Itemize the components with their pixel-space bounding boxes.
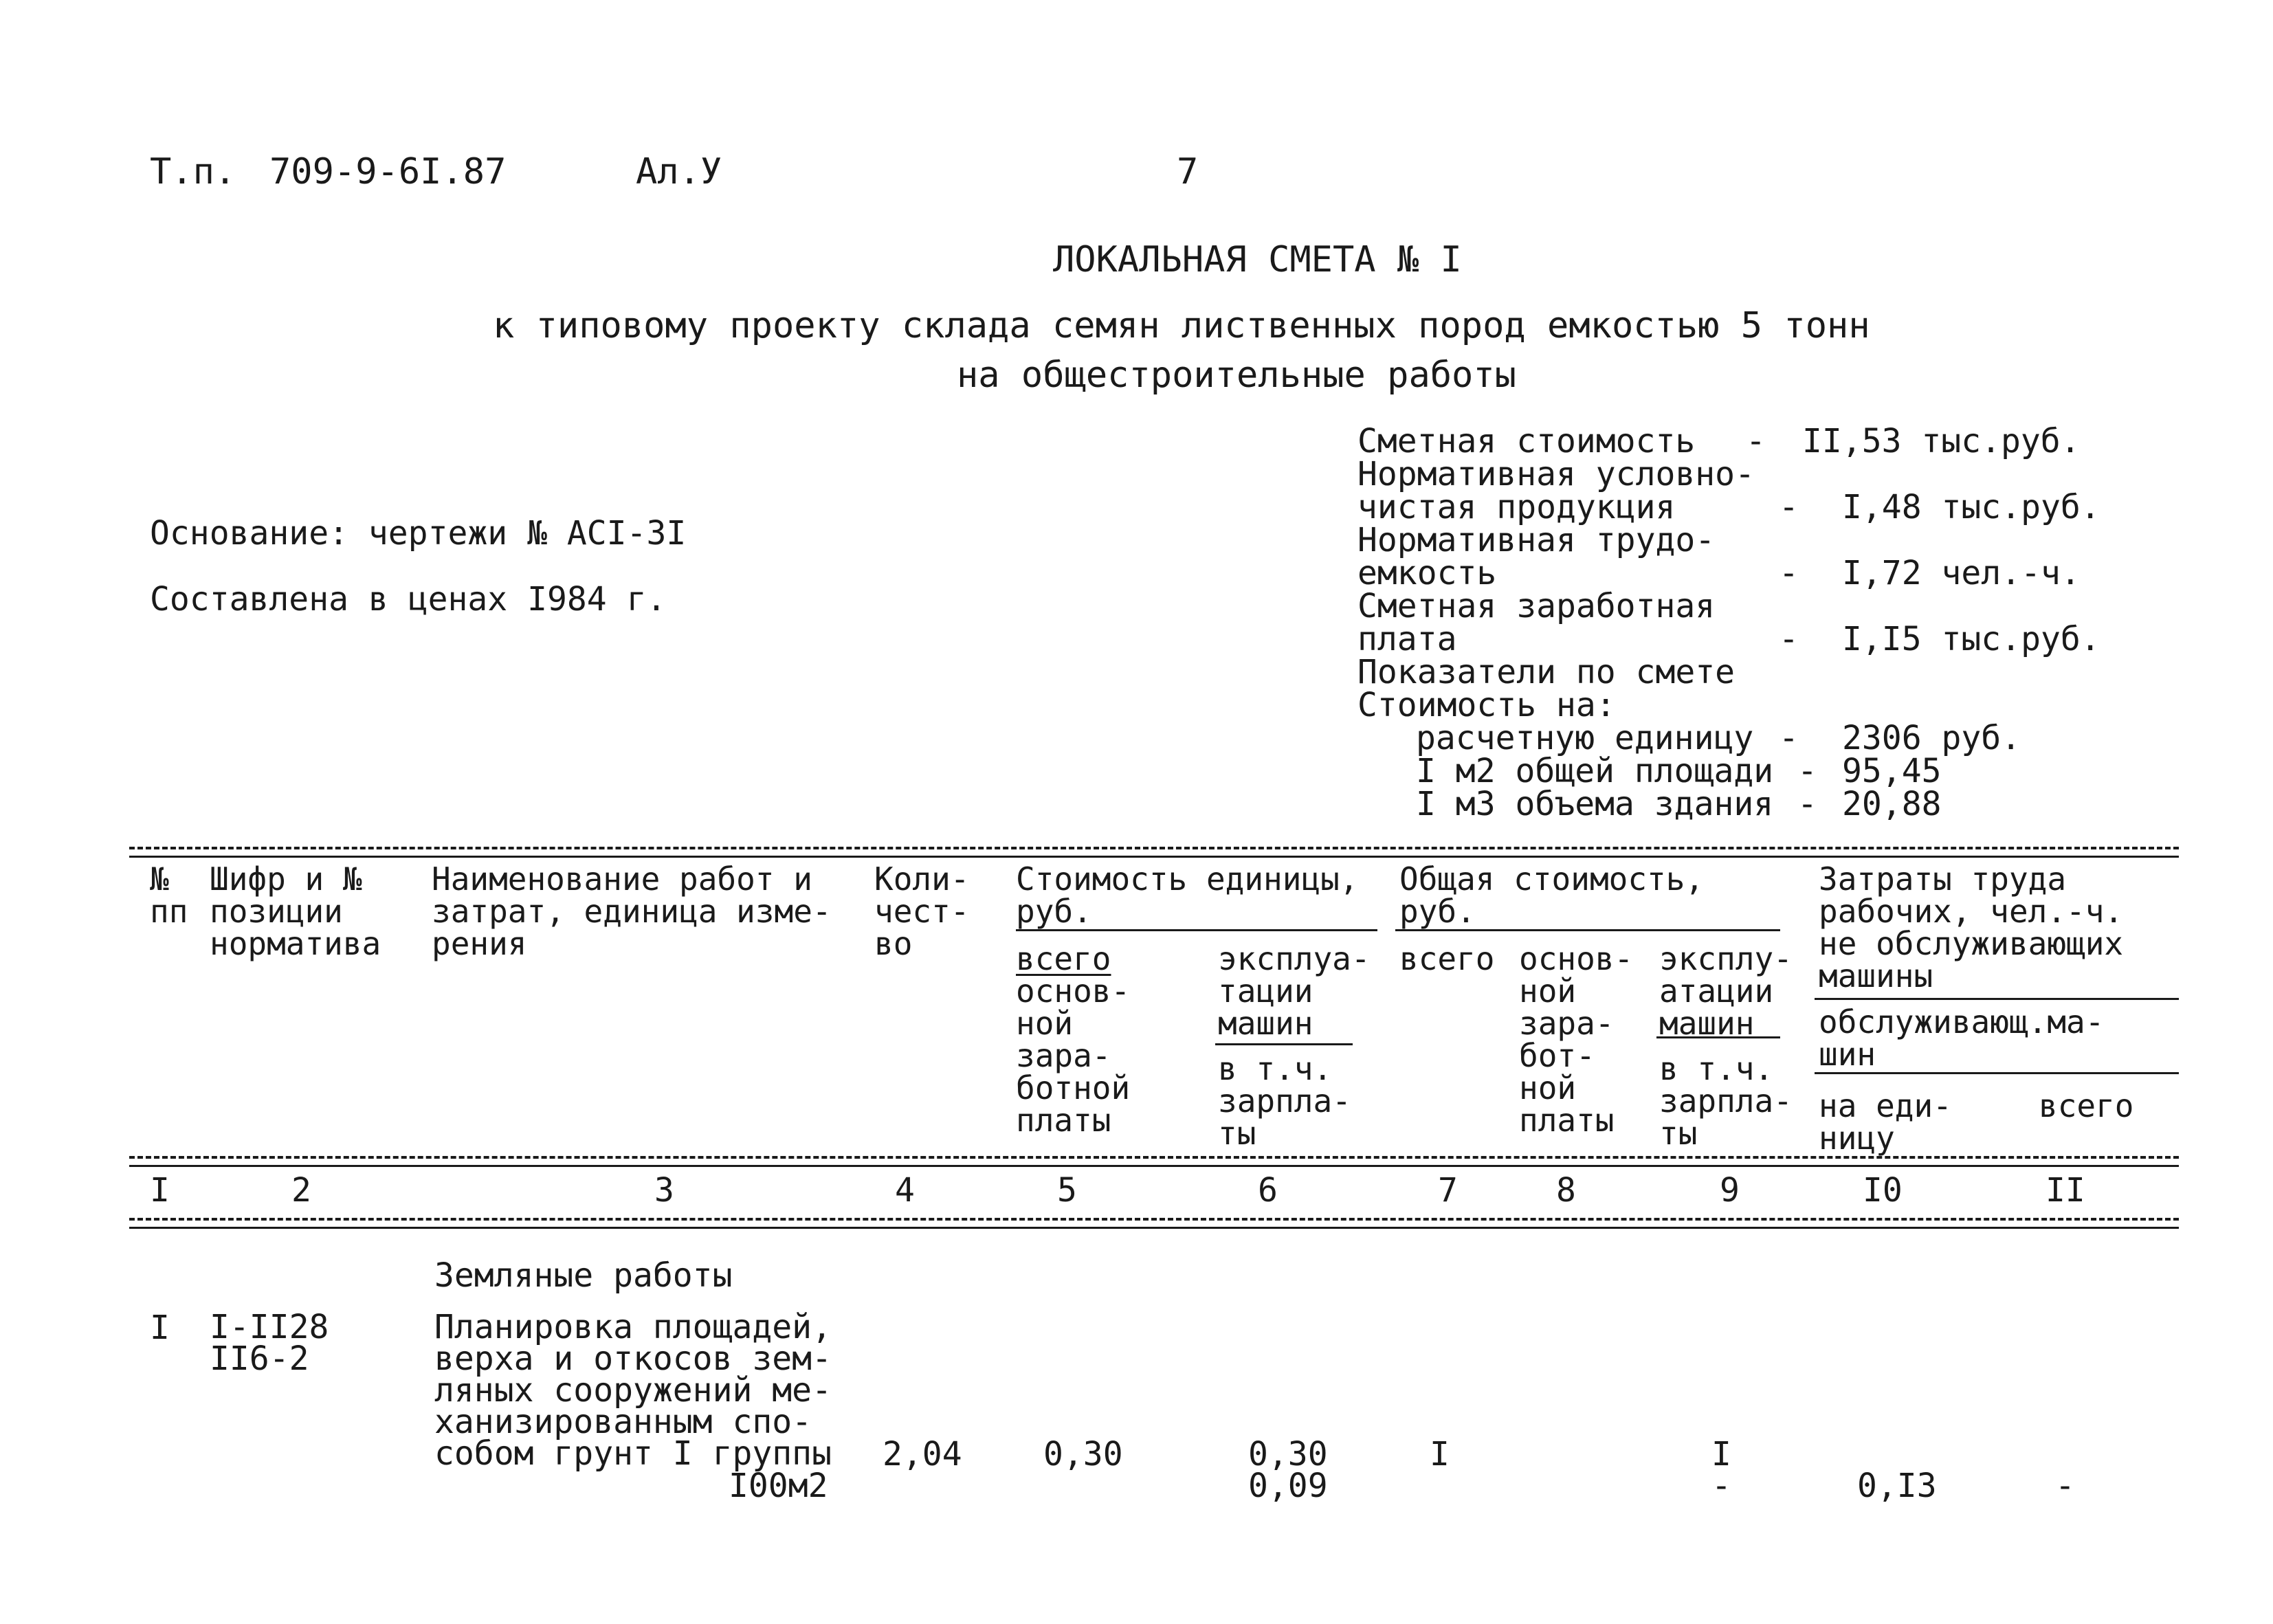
numbers-bottom-rule xyxy=(129,1218,2179,1221)
col-8-header: основ- ной зара- бот- ной платы xyxy=(1519,940,1634,1139)
table-top-rule xyxy=(129,856,2179,858)
col-9-header: эксплу- атации машин xyxy=(1659,940,1793,1042)
document-code-number: 709-9-6I.87 xyxy=(269,151,507,192)
row-labor-per-unit: 0,I3 xyxy=(1857,1467,1937,1505)
row-total-machines: I xyxy=(1711,1435,1731,1473)
per-m3-label: I м3 объема здания xyxy=(1416,785,1774,823)
row-unit-cost-machine-wages: 0,09 xyxy=(1248,1467,1328,1505)
estimated-cost-value: II,53 тыс.руб. xyxy=(1802,422,2081,460)
labor-intensity-label: Нормативная трудо- xyxy=(1357,521,1716,559)
row-number: I xyxy=(150,1309,170,1347)
net-product-label: Нормативная условно- xyxy=(1357,455,1755,493)
per-unit-label: расчетную единицу xyxy=(1416,719,1754,757)
per-m2-label: I м2 общей площади xyxy=(1416,752,1774,790)
per-unit-value: 2306 руб. xyxy=(1842,719,2021,757)
dash: - xyxy=(1779,719,1799,757)
cost-on-label: Стоимость на: xyxy=(1357,686,1616,724)
labor-subheader: обслуживающ.ма- шин xyxy=(1819,1003,2105,1073)
row-labor-total: - xyxy=(2055,1467,2075,1505)
row-code: I-II28 II6-2 xyxy=(210,1308,329,1378)
col-11-header: всего xyxy=(2039,1087,2134,1124)
wages-value: I,I5 тыс.руб. xyxy=(1842,620,2100,658)
col-6-subheader: в т.ч. зарпла- ты xyxy=(1218,1050,1351,1152)
row-total-cost: I xyxy=(1430,1435,1450,1473)
dash: - xyxy=(1797,752,1817,790)
row-total-machine-wages: - xyxy=(1711,1467,1731,1505)
col-number: 9 xyxy=(1720,1171,1740,1210)
col-number: 2 xyxy=(291,1171,311,1210)
basis-prices: Составлена в ценах I984 г. xyxy=(150,580,667,619)
per-m2-value: 95,45 xyxy=(1842,752,1942,790)
wages-label: плата xyxy=(1357,620,1457,658)
estimated-cost-label: Сметная стоимость xyxy=(1357,422,1696,460)
col-number: 7 xyxy=(1438,1171,1458,1210)
document-code-label: Т.п. xyxy=(150,151,236,192)
col-number: 8 xyxy=(1556,1171,1576,1210)
col-number: II xyxy=(2045,1171,2085,1210)
col-number: 6 xyxy=(1258,1171,1278,1210)
col-number: 5 xyxy=(1057,1171,1077,1210)
col-number: 4 xyxy=(895,1171,915,1210)
col-1-header: № пп xyxy=(150,860,188,930)
col-6-header: эксплуа- тации машин xyxy=(1218,940,1371,1042)
title-works-type: на общестроительные работы xyxy=(957,355,1516,396)
net-product-label: чистая продукция xyxy=(1357,488,1676,526)
dash: - xyxy=(1797,785,1817,823)
row-name: Планировка площадей, верха и откосов зем- ляных сооружений ме- ханизированным спо- собом грунт I группы xyxy=(434,1308,832,1473)
album-number: Ал.У xyxy=(636,151,722,192)
dash: - xyxy=(1779,488,1799,526)
title-subject: к типовому проекту склада семян лиственных пород емкостью 5 тонн xyxy=(493,305,1870,346)
indicators-label: Показатели по смете xyxy=(1357,653,1736,691)
labor-intensity-value: I,72 чел.-ч. xyxy=(1842,554,2081,592)
dash: - xyxy=(1779,554,1799,592)
col-10-header: на еди- ницу xyxy=(1819,1087,1952,1157)
title-main: ЛОКАЛЬНАЯ СМЕТА № I xyxy=(1053,239,1462,280)
dash: - xyxy=(1779,620,1799,658)
net-product-value: I,48 тыс.руб. xyxy=(1842,488,2100,526)
section-title: Земляные работы xyxy=(434,1256,733,1295)
row-quantity: 2,04 xyxy=(883,1435,962,1473)
col-3-header: Наименование работ и затрат, единица изме- рения xyxy=(432,860,832,962)
col-7-header: всего xyxy=(1399,940,1495,977)
per-m3-value: 20,88 xyxy=(1842,785,1942,823)
row-unit: I00м2 xyxy=(729,1467,828,1505)
labor-intensity-label: емкость xyxy=(1357,554,1497,592)
header-divider xyxy=(1215,1043,1353,1045)
col-4-header: Коли- чест- во xyxy=(874,860,970,962)
unit-cost-header: Стоимость единицы, руб. xyxy=(1016,860,1359,930)
row-unit-cost-total: 0,30 xyxy=(1043,1435,1123,1473)
wages-label: Сметная заработная xyxy=(1357,587,1716,625)
col-9-subheader: в т.ч. зарпла- ты xyxy=(1659,1050,1793,1152)
table-top-rule xyxy=(129,847,2179,849)
col-number: I0 xyxy=(1863,1171,1903,1210)
col-2-header: Шифр и № позиции норматива xyxy=(210,860,381,962)
col-5-header: всего основ- ной зара- ботной платы xyxy=(1016,940,1131,1139)
labor-header: Затраты труда рабочих, чел.-ч. не обслуживающих машины xyxy=(1819,860,2124,994)
header-bottom-rule xyxy=(129,1165,2179,1167)
basis-drawings: Основание: чертежи № АСI-3I xyxy=(150,514,687,553)
row-unit-cost-machines: 0,30 xyxy=(1248,1435,1328,1473)
dash: - xyxy=(1746,422,1766,460)
col-number: 3 xyxy=(654,1171,674,1210)
header-divider xyxy=(1815,998,2179,1000)
col-number: I xyxy=(150,1171,170,1210)
numbers-bottom-rule xyxy=(129,1227,2179,1229)
page-number: 7 xyxy=(1177,151,1199,192)
total-cost-header: Общая стоимость, руб. xyxy=(1399,860,1705,930)
